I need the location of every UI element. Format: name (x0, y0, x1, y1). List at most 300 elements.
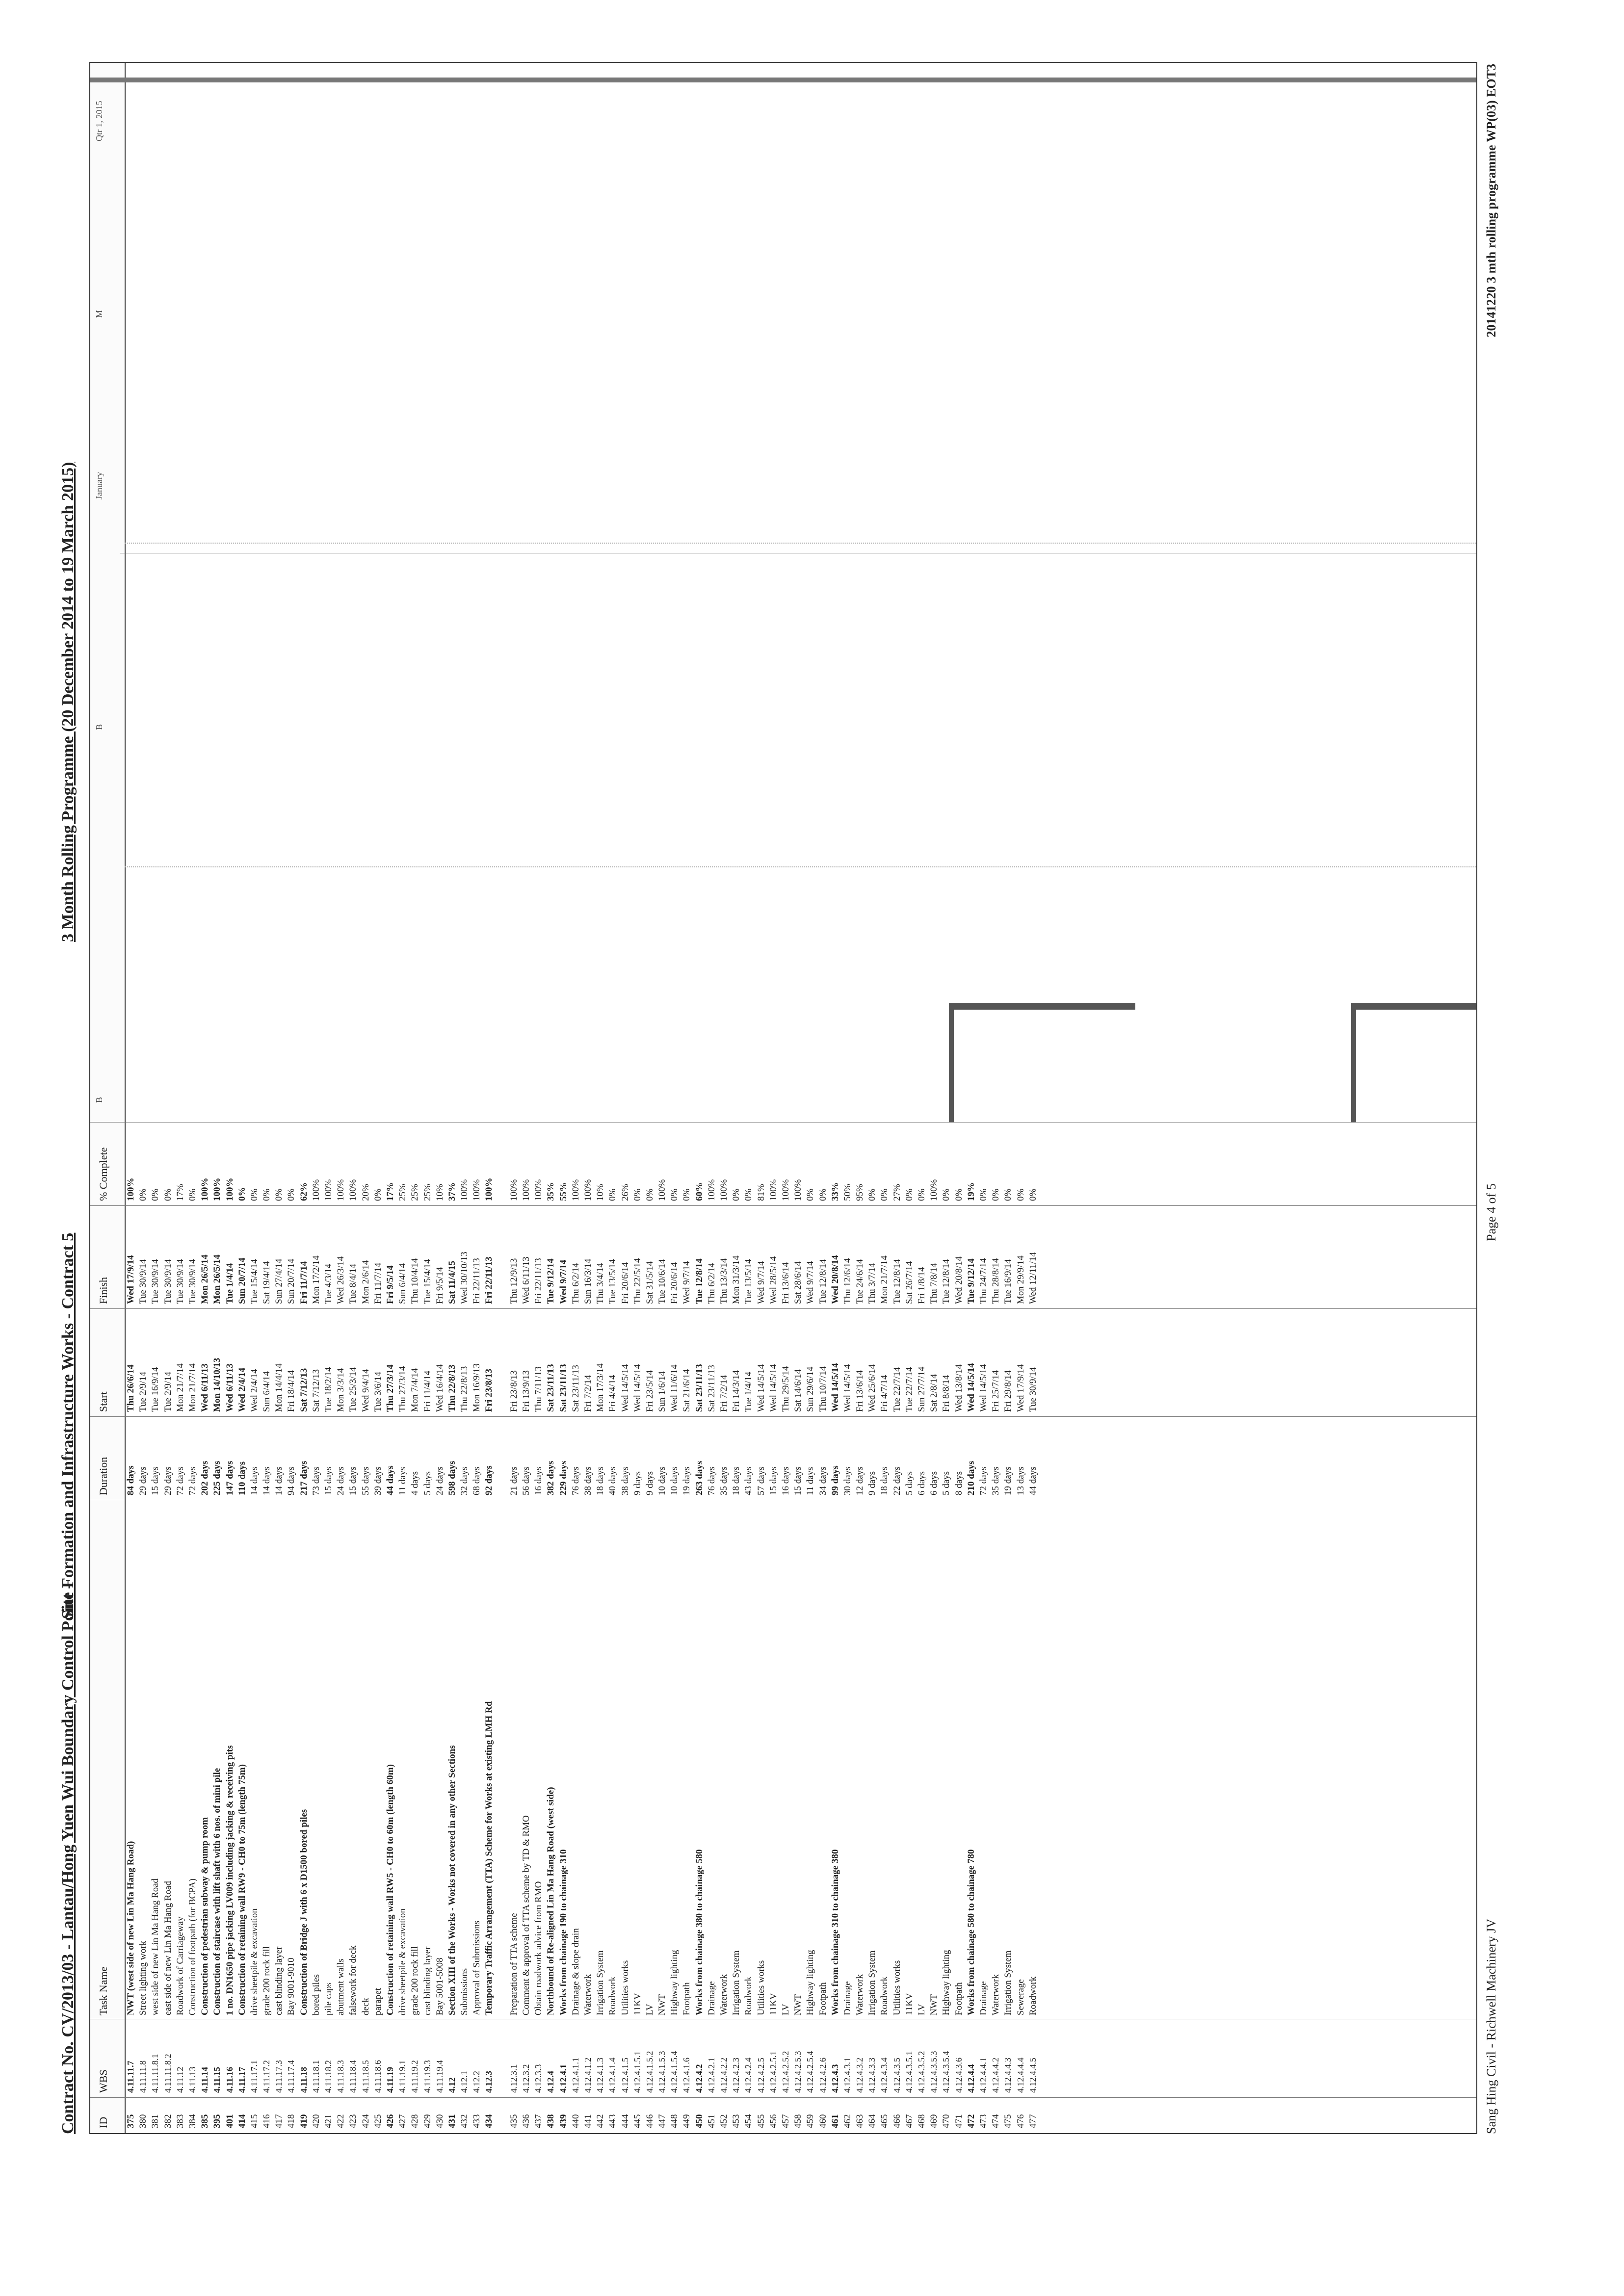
task-name: Highway lighting (941, 1950, 952, 2015)
task-name: Highway lighting (805, 1950, 816, 2015)
task-wbs: 4.12 (446, 2077, 457, 2093)
task-finish: Tue 9/12/14 (546, 1258, 556, 1304)
task-id: 465 (879, 2114, 890, 2128)
task-id: 454 (743, 2114, 754, 2128)
task-duration: 57 days (756, 1466, 766, 1495)
task-finish: Thu 3/4/14 (595, 1263, 606, 1304)
task-duration: 12 days (855, 1466, 865, 1495)
task-pct-complete: 100% (533, 1179, 544, 1201)
task-pct-complete: 33% (830, 1182, 840, 1201)
task-duration: 217 days (298, 1461, 309, 1495)
task-wbs: 4.12.4.2.5.3 (793, 2051, 803, 2093)
task-start: Tue 2/9/14 (162, 1371, 173, 1412)
task-finish: Tue 4/3/14 (323, 1263, 334, 1304)
task-wbs: 4.12.4.3 (830, 2064, 840, 2093)
task-name: Roadwork (879, 1976, 890, 2015)
task-duration: 73 days (311, 1466, 321, 1495)
task-name: parapet (372, 1988, 383, 2015)
task-id: 468 (917, 2114, 927, 2128)
task-id: 385 (200, 2114, 210, 2128)
task-pct-complete: 0% (941, 1188, 952, 1201)
task-duration: 14 days (274, 1466, 285, 1495)
task-pct-complete: 50% (842, 1184, 853, 1201)
task-wbs: 4.11.17.3 (274, 2060, 284, 2093)
task-start: Wed 14/5/14 (620, 1364, 630, 1412)
task-duration: 5 days (941, 1471, 952, 1495)
task-start: Thu 22/8/13 (446, 1364, 457, 1412)
task-id: 427 (397, 2114, 408, 2128)
task-start: Fri 14/3/14 (731, 1370, 742, 1412)
task-duration: 15 days (768, 1466, 779, 1495)
task-finish: Mon 26/5/14 (212, 1254, 223, 1304)
task-finish: Sat 31/5/14 (644, 1261, 655, 1304)
task-wbs: 4.11.11.8 (138, 2060, 148, 2093)
task-start: Sat 23/11/13 (706, 1365, 717, 1412)
task-wbs: 4.12.4.1.6 (681, 2058, 692, 2093)
task-name: Roadwork (743, 1976, 754, 2015)
task-pct-complete: 17% (385, 1182, 395, 1201)
task-id: 384 (187, 2114, 198, 2128)
task-duration: 68 days (471, 1466, 482, 1495)
task-finish: Wed 20/8/14 (830, 1255, 840, 1304)
task-duration: 16 days (533, 1466, 544, 1495)
task-finish: Tue 16/9/14 (1003, 1259, 1014, 1304)
task-start: Wed 6/11/13 (224, 1363, 235, 1412)
task-start: Thu 22/8/13 (459, 1366, 470, 1412)
task-wbs: 4.12.4.4.2 (991, 2058, 1001, 2093)
task-id: 471 (953, 2114, 964, 2128)
task-finish: Sat 26/7/14 (904, 1261, 915, 1304)
task-duration: 99 days (830, 1465, 840, 1495)
task-duration: 15 days (323, 1466, 334, 1495)
task-wbs: 4.12.4.2.4 (743, 2058, 754, 2093)
task-wbs: 4.12.4.4.4 (1015, 2058, 1025, 2093)
task-pct-complete: 100% (657, 1179, 668, 1201)
task-duration: 15 days (150, 1466, 161, 1495)
gantt-area (90, 63, 1476, 1122)
task-start: Sat 23/11/13 (694, 1364, 705, 1412)
task-pct-complete: 0% (138, 1188, 149, 1201)
task-duration: 38 days (620, 1466, 630, 1495)
task-finish: Wed 26/3/14 (336, 1256, 346, 1304)
task-id: 415 (249, 2114, 260, 2128)
col-duration: Duration (97, 1457, 109, 1495)
task-id: 453 (731, 2114, 742, 2128)
company-name: Sang Hing Civil - Richwell Machinery JV (1484, 1918, 1498, 2134)
task-name: Preparation of TTA scheme (508, 1913, 519, 2015)
month-gridline (125, 866, 1476, 867)
task-duration: 19 days (681, 1466, 692, 1495)
task-duration: 76 days (570, 1466, 581, 1495)
task-duration: 229 days (558, 1461, 569, 1495)
task-name: Bay 5001-5008 (434, 1957, 445, 2015)
task-id: 447 (657, 2114, 668, 2128)
task-id: 455 (756, 2114, 766, 2128)
task-id: 460 (817, 2114, 828, 2128)
status-date-line (90, 78, 1476, 82)
task-start: Wed 16/4/14 (434, 1364, 445, 1412)
task-start: Wed 14/5/14 (978, 1364, 989, 1412)
task-name: deck (360, 1998, 371, 2015)
task-pct-complete: 81% (756, 1184, 766, 1201)
task-name: Footpath (681, 1982, 692, 2015)
task-name: Construction of Bridge J with 6 x D1500 bored piles (298, 1809, 309, 2015)
task-duration: 15 days (348, 1466, 359, 1495)
task-start: Sat 23/11/13 (558, 1364, 569, 1412)
task-finish: Wed 6/11/13 (521, 1256, 532, 1304)
task-pct-complete: 100% (521, 1179, 532, 1201)
task-name: Irrigation System (1003, 1950, 1014, 2015)
task-finish: Fri 13/6/14 (780, 1262, 791, 1304)
programme-table (89, 62, 1477, 2134)
task-duration: 18 days (879, 1466, 890, 1495)
task-start: Wed 14/5/14 (756, 1364, 766, 1412)
task-wbs: 4.11.18.4 (348, 2060, 358, 2093)
task-wbs: 4.11.17.4 (286, 2060, 296, 2093)
task-pct-complete: 100% (126, 1177, 136, 1201)
task-duration: 44 days (1027, 1466, 1038, 1495)
task-start: Wed 11/6/14 (669, 1364, 680, 1412)
task-wbs: 4.12.4.3.2 (855, 2058, 865, 2093)
task-pct-complete: 0% (867, 1188, 878, 1201)
task-pct-complete: 19% (966, 1182, 976, 1201)
task-wbs: 4.12.4.2.6 (817, 2058, 828, 2093)
task-finish: Tue 12/8/14 (891, 1259, 902, 1304)
task-wbs: 4.12.4.3.6 (953, 2058, 964, 2093)
task-start: Fri 23/5/14 (644, 1370, 655, 1412)
task-pct-complete: 100% (336, 1179, 346, 1201)
task-pct-complete: 0% (669, 1188, 680, 1201)
task-start: Sun 6/4/14 (262, 1371, 272, 1412)
task-finish: Thu 12/9/13 (508, 1258, 519, 1304)
task-name: Approval of Submissions (471, 1920, 482, 2015)
task-pct-complete: 0% (187, 1188, 198, 1201)
task-id: 469 (929, 2114, 940, 2128)
task-start: Mon 3/3/14 (336, 1368, 346, 1412)
task-name: NWT (west side of new Lin Ma Hang Road) (126, 1841, 136, 2015)
task-name: abutment walls (336, 1958, 346, 2015)
task-finish: Tue 9/12/14 (966, 1258, 976, 1304)
task-duration: 22 days (891, 1466, 902, 1495)
task-start: Wed 6/11/13 (200, 1363, 210, 1412)
task-pct-complete: 100% (582, 1179, 593, 1201)
task-pct-complete: 95% (855, 1184, 865, 1201)
task-duration: 55 days (360, 1466, 371, 1495)
task-id: 381 (150, 2114, 161, 2128)
task-finish: Wed 17/9/14 (126, 1255, 136, 1304)
task-name: Waterwork (991, 1974, 1001, 2015)
task-pct-complete: 0% (879, 1188, 890, 1201)
task-pct-complete: 0% (236, 1187, 247, 1201)
task-name: grade 200 rock fill (410, 1946, 420, 2015)
task-wbs: 4.12.3.1 (508, 2064, 519, 2093)
task-pct-complete: 37% (446, 1182, 457, 1201)
task-start: Fri 23/8/13 (484, 1368, 495, 1412)
task-wbs: 4.11.18.6 (372, 2060, 383, 2093)
task-duration: 598 days (446, 1461, 457, 1495)
task-name: Irrigation System (731, 1950, 742, 2015)
task-name: Drainage (978, 1981, 989, 2015)
task-finish: Thu 28/8/14 (991, 1258, 1001, 1304)
task-duration: 5 days (904, 1471, 915, 1495)
task-wbs: 4.12.4.3.5.3 (929, 2051, 939, 2093)
task-name: Drainage (706, 1981, 717, 2015)
task-wbs: 4.12.4.2 (694, 2064, 704, 2093)
task-finish: Tue 10/6/14 (657, 1259, 668, 1304)
task-pct-complete: 0% (632, 1188, 643, 1201)
task-pct-complete: 0% (1003, 1188, 1014, 1201)
task-name: Roadwork of Carriageway (175, 1916, 185, 2015)
task-id: 474 (991, 2114, 1001, 2128)
task-start: Fri 29/8/14 (1003, 1370, 1014, 1412)
task-finish: Thu 12/6/14 (842, 1258, 853, 1304)
task-start: Fri 25/7/14 (991, 1370, 1001, 1412)
task-pct-complete: 0% (249, 1188, 260, 1201)
task-name: NWT (657, 1994, 668, 2015)
task-name: falsework for deck (348, 1945, 359, 2015)
task-duration: 6 days (917, 1471, 927, 1495)
task-id: 395 (212, 2114, 223, 2128)
task-pct-complete: 20% (360, 1184, 371, 1201)
task-pct-complete: 10% (434, 1184, 445, 1201)
task-name: 11KV (904, 1993, 915, 2015)
task-finish: Sun 16/3/14 (582, 1258, 593, 1304)
task-wbs: 4.12.4.3.1 (842, 2058, 852, 2093)
task-duration: 35 days (991, 1466, 1001, 1495)
task-start: Mon 21/7/14 (187, 1363, 198, 1412)
task-wbs: 4.11.13 (187, 2066, 197, 2093)
task-name: Street lighting work (138, 1941, 149, 2015)
task-name: drive sheetpile & excavation (249, 1908, 260, 2015)
task-pct-complete: 0% (286, 1188, 297, 1201)
task-id: 439 (558, 2114, 569, 2128)
task-start: Fri 13/9/13 (521, 1370, 532, 1412)
task-start: Wed 2/4/14 (236, 1367, 247, 1412)
task-name: NWT (793, 1994, 804, 2015)
task-id: 424 (360, 2114, 371, 2128)
task-finish: Wed 20/8/14 (953, 1256, 964, 1304)
task-pct-complete: 0% (372, 1188, 383, 1201)
task-finish: Tue 8/4/14 (348, 1263, 359, 1304)
task-finish: Fri 20/6/14 (620, 1262, 630, 1304)
task-wbs: 4.11.18.2 (323, 2060, 333, 2093)
task-start: Tue 1/4/14 (743, 1371, 754, 1412)
task-wbs: 4.12.3.2 (521, 2064, 531, 2093)
timescale-m: M (94, 310, 104, 318)
task-name: Footpath (817, 1982, 828, 2015)
task-pct-complete: 0% (743, 1188, 754, 1201)
task-wbs: 4.11.11.7 (126, 2061, 135, 2093)
task-name: Drainage & slope drain (570, 1928, 581, 2015)
task-finish: Fri 11/7/14 (298, 1261, 309, 1304)
task-name: 11KV (632, 1993, 643, 2015)
task-name: Waterwork (855, 1974, 865, 2015)
task-duration: 32 days (459, 1466, 470, 1495)
task-finish: Tue 12/8/14 (941, 1259, 952, 1304)
task-wbs: 4.12.4.1.3 (595, 2058, 605, 2093)
task-id: 477 (1027, 2114, 1038, 2128)
task-duration: 11 days (805, 1467, 816, 1495)
task-duration: 18 days (731, 1466, 742, 1495)
task-finish: Fri 22/11/13 (471, 1258, 482, 1304)
task-wbs: 4.11.19.2 (410, 2060, 420, 2093)
task-name: Utilities works (620, 1960, 630, 2015)
task-name: cast blinding layer (274, 1946, 285, 2015)
task-duration: 9 days (644, 1471, 655, 1495)
task-duration: 94 days (286, 1466, 297, 1495)
task-pct-complete: 0% (805, 1188, 816, 1201)
task-start: Fri 4/7/14 (879, 1375, 890, 1412)
task-pct-complete: 100% (484, 1177, 495, 1201)
task-duration: 84 days (126, 1465, 136, 1495)
task-name: Sewerage (1015, 1979, 1026, 2015)
task-wbs: 4.12.4.1.5.2 (644, 2051, 655, 2093)
task-wbs: 4.12.4.1.2 (582, 2058, 593, 2093)
task-start: Sat 14/6/14 (793, 1369, 804, 1412)
task-id: 475 (1003, 2114, 1014, 2128)
task-pct-complete: 0% (150, 1188, 161, 1201)
task-wbs: 4.12.4.3.5.4 (941, 2051, 951, 2093)
task-id: 382 (162, 2114, 173, 2128)
task-pct-complete: 17% (175, 1184, 185, 1201)
task-finish: Thu 22/5/14 (632, 1258, 643, 1304)
task-finish: Fri 1/8/14 (917, 1267, 927, 1304)
task-name: Construction of retaining wall RW5 - CH0 to 60m (length 60m) (385, 1764, 395, 2015)
task-duration: 14 days (249, 1466, 260, 1495)
task-start: Thu 26/6/14 (126, 1364, 136, 1412)
task-wbs: 4.12.4.3.5 (891, 2058, 902, 2093)
task-pct-complete: 0% (681, 1188, 692, 1201)
task-start: Fri 18/4/14 (286, 1370, 297, 1412)
task-finish: Wed 9/7/14 (558, 1259, 569, 1304)
task-duration: 18 days (595, 1466, 606, 1495)
task-finish: Tue 24/6/14 (855, 1259, 865, 1304)
task-id: 431 (446, 2114, 457, 2128)
task-pct-complete: 60% (694, 1182, 705, 1201)
page-number: Page 4 of 5 (1484, 1183, 1498, 1241)
task-start: Fri 11/4/14 (422, 1370, 433, 1412)
task-start: Wed 9/4/14 (360, 1369, 371, 1412)
task-start: Thu 7/11/13 (533, 1366, 544, 1412)
task-finish: Fri 9/5/14 (385, 1265, 395, 1304)
task-finish: Sun 6/4/14 (397, 1263, 408, 1304)
task-name: Roadwork (1027, 1976, 1038, 2015)
task-start: Thu 27/3/14 (385, 1364, 395, 1412)
task-start: Wed 14/5/14 (632, 1364, 643, 1412)
task-name: west side of new Lin Ma Hang Road (150, 1878, 161, 2015)
task-start: Wed 17/9/14 (1015, 1364, 1026, 1412)
task-name: Construction of pedestrian subway & pump room (200, 1817, 210, 2015)
task-duration: 44 days (385, 1465, 395, 1495)
task-pct-complete: 100% (780, 1179, 791, 1201)
task-id: 470 (941, 2114, 952, 2128)
task-wbs: 4.12.4.2.5 (756, 2058, 766, 2093)
task-duration: 43 days (743, 1466, 754, 1495)
task-pct-complete: 0% (274, 1188, 285, 1201)
task-id: 437 (533, 2114, 544, 2128)
task-pct-complete: 0% (162, 1188, 173, 1201)
task-duration: 110 days (236, 1461, 247, 1495)
task-id: 418 (286, 2114, 297, 2128)
task-finish: Fri 9/5/14 (434, 1267, 445, 1304)
task-name: Works from chainage 310 to chainage 380 (830, 1849, 840, 2015)
task-id: 434 (484, 2114, 495, 2128)
task-start: Wed 14/5/14 (830, 1363, 840, 1412)
task-duration: 38 days (582, 1466, 593, 1495)
task-id: 426 (385, 2114, 395, 2128)
task-bar (949, 1003, 1135, 1010)
task-duration: 76 days (706, 1466, 717, 1495)
task-start: Sat 21/6/14 (681, 1369, 692, 1412)
task-name: Bay 9001-9010 (286, 1957, 297, 2015)
task-id: 441 (582, 2114, 593, 2128)
task-finish: Thu 7/8/14 (929, 1263, 940, 1304)
task-duration: 72 days (187, 1466, 198, 1495)
task-pct-complete: 100% (570, 1179, 581, 1201)
task-wbs: 4.12.4.4.5 (1027, 2058, 1038, 2093)
task-id: 449 (681, 2114, 692, 2128)
task-finish: Thu 10/4/14 (410, 1258, 420, 1304)
programme-title: 3 Month Rolling Programme (20 December 2014 to 19 March 2015) (59, 462, 77, 942)
task-finish: Tue 13/5/14 (743, 1259, 754, 1304)
task-name: 1 no. DN1650 pipe jacking LV009 including jacking & receiving pits (224, 1745, 235, 2015)
task-finish: Tue 15/4/14 (422, 1259, 433, 1304)
task-id: 401 (224, 2114, 235, 2128)
task-wbs: 4.12.1 (459, 2071, 470, 2093)
task-name: Northbound of Re-aligned Lin Ma Hang Road (west side) (546, 1787, 556, 2015)
task-start: Wed 14/5/14 (966, 1363, 976, 1412)
task-id: 444 (620, 2114, 630, 2128)
task-start: Tue 22/7/14 (904, 1367, 915, 1412)
task-wbs: 4.12.4.2.3 (731, 2058, 741, 2093)
task-name: Drainage (842, 1981, 853, 2015)
task-start: Tue 2/9/14 (138, 1371, 149, 1412)
task-id: 421 (323, 2114, 334, 2128)
col-start: Start (97, 1391, 109, 1412)
task-name: LV (780, 2004, 791, 2015)
task-pct-complete: 100% (224, 1177, 235, 1201)
task-id: 375 (126, 2114, 136, 2128)
task-pct-complete: 0% (644, 1188, 655, 1201)
task-pct-complete: 62% (298, 1182, 309, 1201)
task-name: drive sheetpile & excavation (397, 1908, 408, 2015)
task-duration: 72 days (175, 1466, 185, 1495)
task-id: 457 (780, 2114, 791, 2128)
task-start: Tue 16/9/14 (150, 1367, 161, 1412)
task-finish: Tue 30/9/14 (187, 1259, 198, 1304)
task-pct-complete: 100% (471, 1179, 482, 1201)
task-wbs: 4.12.4.2.5.4 (805, 2051, 815, 2093)
task-start: Tue 25/3/14 (348, 1367, 359, 1412)
task-finish: Mon 17/2/14 (311, 1255, 321, 1304)
task-finish: Tue 1/4/14 (224, 1263, 235, 1304)
task-wbs: 4.12.4.1.5 (620, 2058, 630, 2093)
task-id: 446 (644, 2114, 655, 2128)
task-duration: 14 days (262, 1466, 272, 1495)
task-wbs: 4.11.18 (298, 2066, 309, 2093)
task-name: LV (644, 2004, 655, 2015)
task-name: Construction of staircase with lift shaft with 6 nos. of mini pile (212, 1768, 223, 2015)
task-wbs: 4.11.17 (236, 2066, 247, 2093)
task-start: Sat 2/8/14 (929, 1374, 940, 1412)
task-duration: 4 days (410, 1471, 420, 1495)
task-duration: 39 days (372, 1466, 383, 1495)
task-duration: 15 days (793, 1466, 804, 1495)
task-name: cast blinding layer (422, 1946, 433, 2015)
task-start: Sun 1/6/14 (657, 1371, 668, 1412)
task-id: 459 (805, 2114, 816, 2128)
task-pct-complete: 100% (929, 1179, 940, 1201)
